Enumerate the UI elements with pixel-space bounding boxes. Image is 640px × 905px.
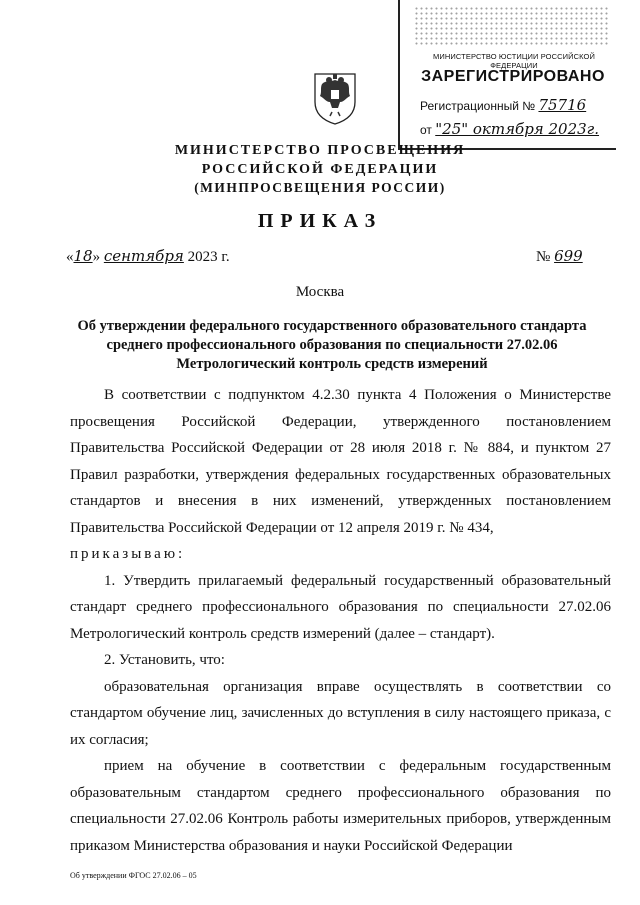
paragraph-item-2-a: образовательная организация вправе осуществлять в соответствии со стандартом обучение лиц, зачисленных до вступления в силу настоящего приказа, с их согласия; — [70, 678, 611, 748]
stamp-date-row — [420, 120, 599, 138]
order-date — [66, 247, 230, 266]
footer-note: Об утверждении ФГОС 27.02.06 – 05 — [70, 871, 197, 880]
registration-stamp — [398, 0, 616, 150]
paragraph-item-2-b: прием на обучение в соответствии с федеральным государственным образовательным стандартом среднего профессионального образования по специальности 27.02.06 Контроль работы измерительных приборов, утвержденным приказом Министерства образования и науки Российской Федерации — [70, 758, 611, 854]
date-quote-close: » — [92, 249, 101, 265]
paragraph-basis: В соответствии с подпунктом 4.2.30 пункта 4 Положения о Министерстве просвещения Российской Федерации, утвержденного постановлением Правительства Российской Федерации от 28 июля 2018 г. № 884, и пунктом 27 Правил разработки, утверждения федеральных государственных образовательных стандартов и внесения в них изменений, утвержденных постановлением Правительства Российской Федерации от 12 апреля 2019 г. № 434, — [70, 387, 611, 536]
paragraph-item-2: 2. Установить, что: — [104, 652, 225, 668]
date-month: сентября — [103, 247, 184, 265]
stamp-registered: ЗАРЕГИСТРИРОВАНО — [421, 68, 605, 85]
ministry-line1: МИНИСТЕРСТВО ПРОСВЕЩЕНИЯ — [174, 143, 466, 158]
stamp-reg-date: "25" октября 2023г. — [435, 120, 600, 138]
date-year: 2023 г. — [187, 249, 230, 265]
city: Москва — [295, 284, 345, 300]
order-heading: ПРИКАЗ — [257, 210, 383, 232]
stamp-reg-label: Регистрационный № — [420, 99, 536, 113]
coat-of-arms-icon — [312, 68, 358, 126]
number-label: № — [536, 249, 551, 265]
stamp-from-label: от — [420, 123, 432, 137]
document-body — [70, 382, 611, 859]
paragraph-prikazyvayu: приказываю: — [70, 546, 186, 562]
stamp-ministry: МИНИСТЕРСТВО ЮСТИЦИИ РОССИЙСКОЙ ФЕДЕРАЦИИ — [433, 52, 595, 70]
stamp-reg-number: 75716 — [538, 96, 587, 114]
date-day: 18 — [73, 247, 93, 265]
date-quote-open: « — [66, 249, 74, 265]
ministry-line2: РОССИЙСКОЙ ФЕДЕРАЦИИ — [201, 162, 439, 177]
stamp-reg-number-row — [420, 96, 586, 114]
stamp-dotted-emblem — [414, 6, 610, 46]
ministry-name — [0, 141, 640, 179]
number-value: 699 — [554, 247, 583, 265]
paragraph-item-1: 1. Утвердить прилагаемый федеральный государственный образовательный стандарт среднего профессионального образования по специальности 27.02.06 Метрологический контроль средств измерений (далее – стандарт). — [70, 572, 611, 642]
document-title: Об утверждении федерального государственного образовательного стандарта среднего профессионального образования по специальности 27.02.06 Метрологический контроль средств измерений — [77, 318, 587, 372]
ministry-abbr: (МИНПРОСВЕЩЕНИЯ РОССИИ) — [194, 180, 446, 195]
order-number — [536, 247, 583, 266]
